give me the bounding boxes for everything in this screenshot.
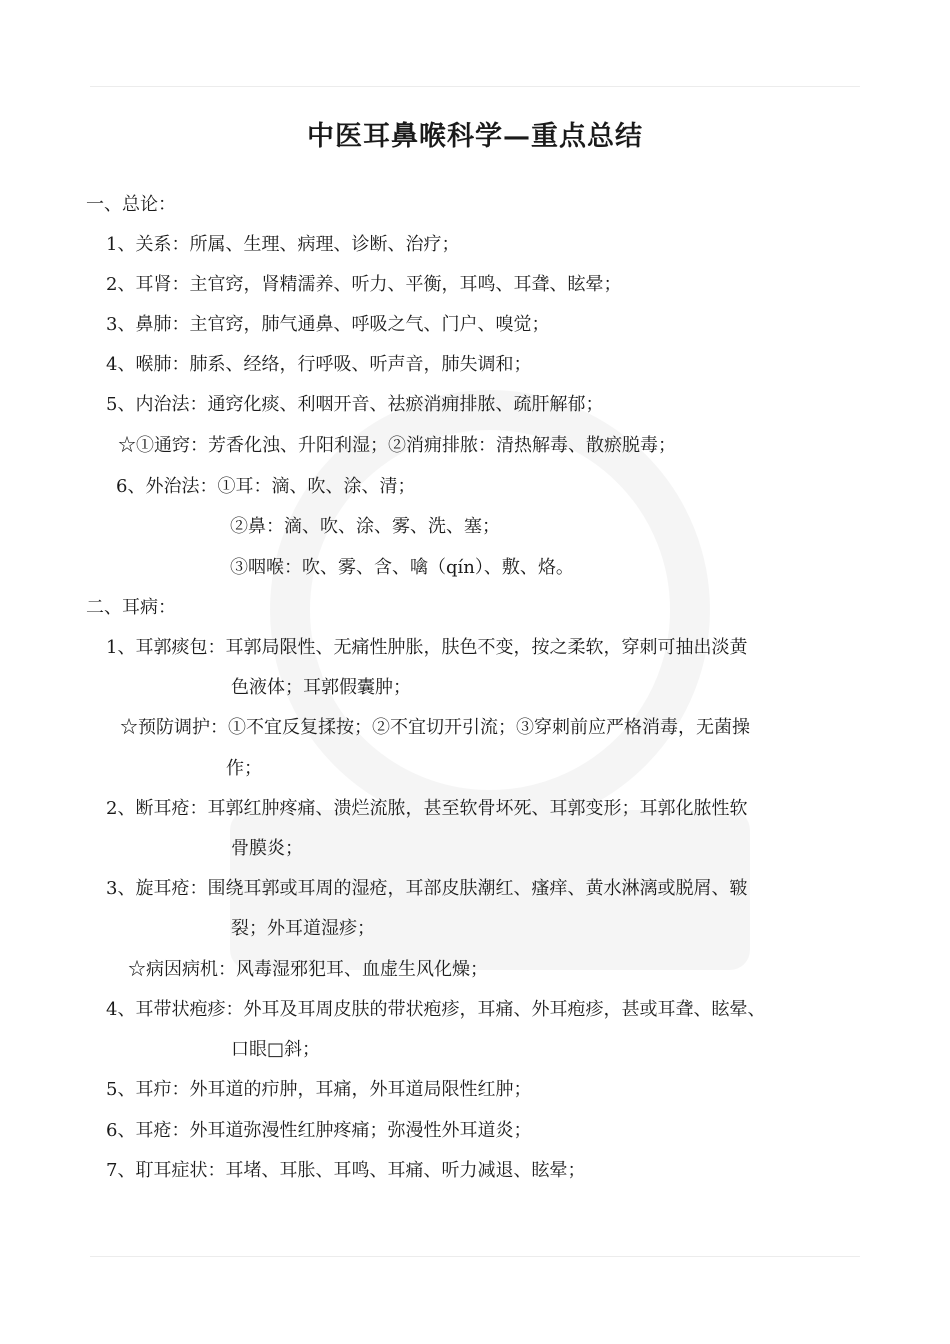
list-item: 3、鼻肺：主官窍，肺气通鼻、呼吸之气、门户、嗅觉； <box>106 314 550 335</box>
list-item: 2、断耳疮：耳郭红肿疼痛、溃烂流脓，甚至软骨坏死、耳郭变形；耳郭化脓性软 <box>106 798 748 819</box>
section-heading-ear-diseases: 二、耳病： <box>86 597 176 618</box>
list-item: 6、外治法：①耳：滴、吹、涂、清； <box>116 476 416 497</box>
section-heading-general: 一、总论： <box>86 194 176 215</box>
list-item: 5、耳疖：外耳道的疖肿，耳痛，外耳道局限性红肿； <box>106 1079 532 1100</box>
list-item: 3、旋耳疮：围绕耳郭或耳周的湿疮，耳部皮肤潮红、瘙痒、黄水淋漓或脱屑、皲 <box>106 878 748 899</box>
header-rule <box>90 86 860 87</box>
list-item: 2、耳肾：主官窍，肾精濡养、听力、平衡，耳鸣、耳聋、眩晕； <box>106 274 622 295</box>
list-item-continuation: 色液体；耳郭假囊肿； <box>231 677 411 698</box>
list-item-continuation: 骨膜炎； <box>231 838 303 859</box>
list-item-continuation: 裂；外耳道湿疹； <box>231 918 375 939</box>
list-item: 6、耳疮：外耳道弥漫性红肿疼痛；弥漫性外耳道炎； <box>106 1120 532 1141</box>
list-item: 4、喉肺：肺系、经络，行呼吸、听声音，肺失调和； <box>106 354 532 375</box>
list-item: 1、关系：所属、生理、病理、诊断、治疗； <box>106 234 460 255</box>
list-item-continuation: ②鼻：滴、吹、涂、雾、洗、塞； <box>230 516 500 537</box>
list-item: 1、耳郭痰包：耳郭局限性、无痛性肿胀，肤色不变，按之柔软，穿刺可抽出淡黄 <box>106 637 748 658</box>
list-item-continuation: ③咽喉：吹、雾、含、噙（qín）、敷、烙。 <box>230 557 574 578</box>
list-item: 4、耳带状疱疹：外耳及耳周皮肤的带状疱疹，耳痛、外耳疱疹，甚或耳聋、眩晕、 <box>106 999 766 1020</box>
footer-rule <box>90 1256 860 1257</box>
list-item: 5、内治法：通窍化痰、利咽开音、祛瘀消痈排脓、疏肝解郁； <box>106 394 604 415</box>
star-note-continuation: 作； <box>226 758 262 779</box>
list-item: 7、耵耳症状：耳堵、耳胀、耳鸣、耳痛、听力减退、眩晕； <box>106 1160 586 1181</box>
star-note: ☆预防调护：①不宜反复揉按；②不宜切开引流；③穿刺前应严格消毒，无菌操 <box>120 717 750 738</box>
document-title: 中医耳鼻喉科学—重点总结 <box>307 121 643 152</box>
list-item-continuation: 口眼□斜； <box>231 1039 321 1060</box>
star-note: ☆①通窍：芳香化浊、升阳利湿；②消痈排脓：清热解毒、散瘀脱毒； <box>118 435 676 456</box>
star-note: ☆病因病机：风毒湿邪犯耳、血虚生风化燥； <box>128 959 488 980</box>
